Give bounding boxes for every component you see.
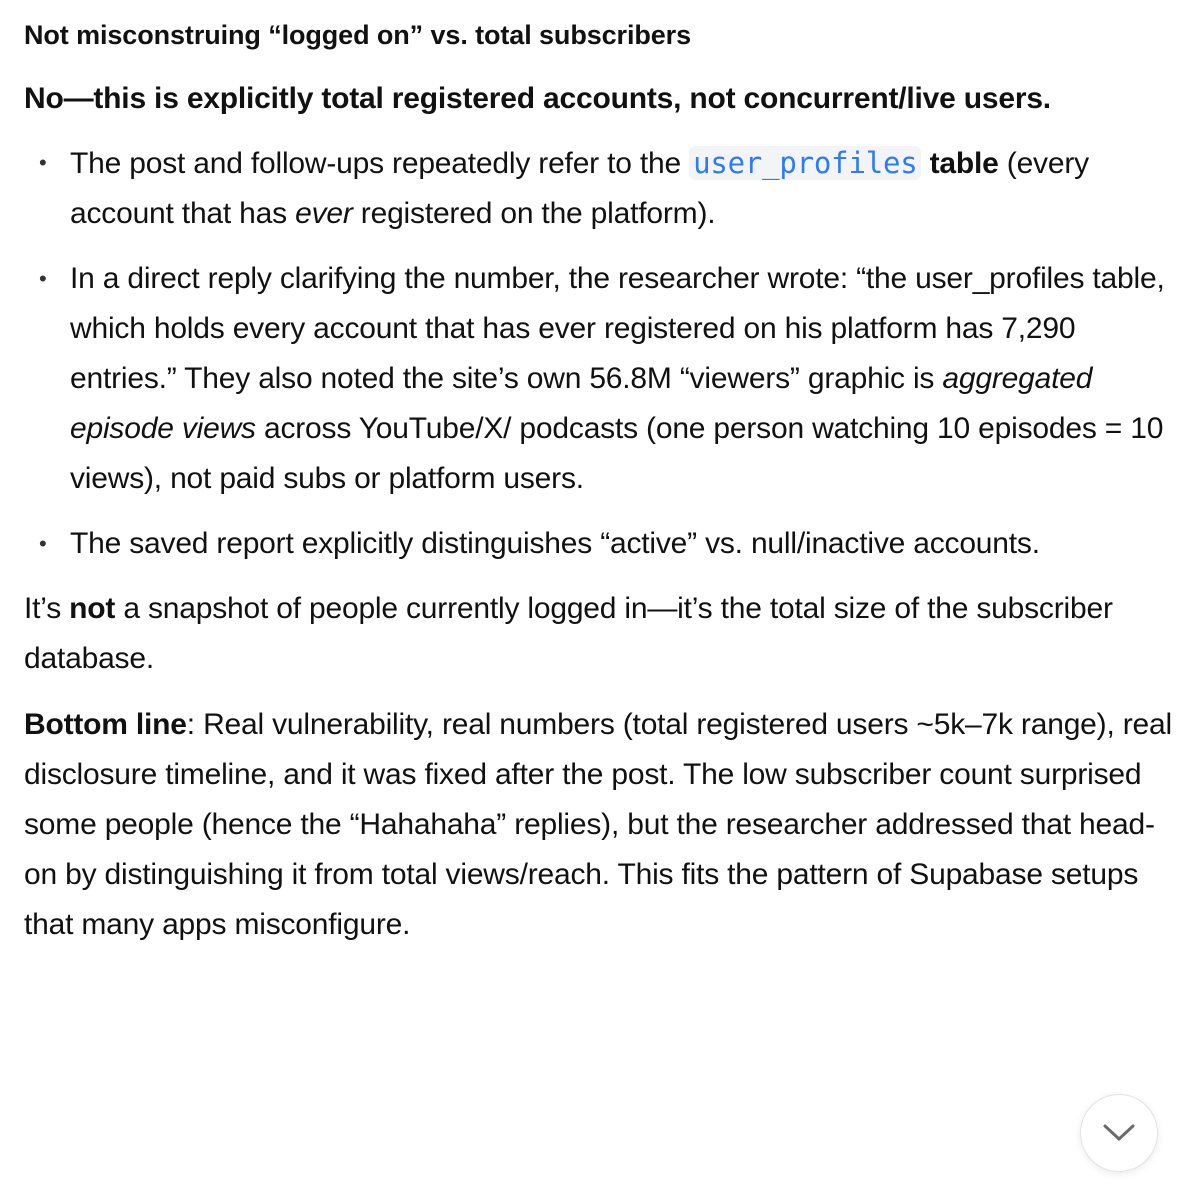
bottom-line-paragraph: Bottom line: Real vulnerability, real numbers (total registered users ~5k–7k range), real disclosure timeline, and it was fixed after the post. The low subscriber count surprised some people (hence the “Hahahaha” replies), but the researcher addressed that head-on by distinguishing it from total views/reach. This fits the pattern of Supabase setups that many apps misconfigure. — [24, 708, 1172, 941]
chevron-down-icon — [1102, 1123, 1136, 1143]
list-item: • The post and follow-ups repeatedly refer to the user_profiles table (every account that has ever registered on the platform). — [24, 138, 1174, 239]
bullet-dot: • — [39, 531, 47, 556]
inline-code: user_profiles — [689, 146, 921, 180]
message-content — [24, 0, 1174, 950]
summary-paragraph: It’s not a snapshot of people currently logged in—it’s the total size of the subscriber database. — [24, 592, 1113, 675]
bullet-list — [24, 138, 1174, 569]
scroll-to-bottom-button[interactable] — [1080, 1094, 1158, 1172]
list-item: • In a direct reply clarifying the number, the researcher wrote: “the user_profiles table, which holds every account that has ever registered on his platform has 7,290 entries.” They also noted the site’s own 56.8M “viewers” graphic is aggregated episode views across YouTube/X/ podcasts (one person watching 10 episodes = 10 views), not paid subs or platform users. — [24, 254, 1174, 504]
list-item: • The saved report explicitly distinguishes “active” vs. null/inactive accounts. — [24, 519, 1174, 569]
bullet-dot: • — [39, 150, 47, 175]
section-heading: Not misconstruing “logged on” vs. total subscribers — [24, 20, 691, 50]
bullet-dot: • — [39, 266, 47, 291]
lead-statement: No—this is explicitly total registered accounts, not concurrent/live users. — [24, 82, 1051, 115]
